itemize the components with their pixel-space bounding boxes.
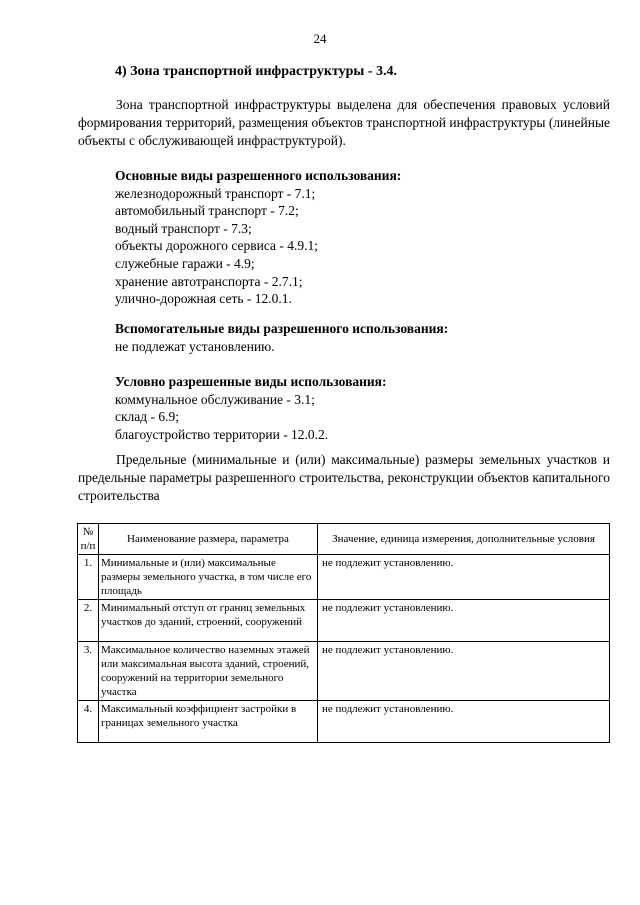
row-value: не подлежит установлению. <box>318 701 610 743</box>
header-number: № п/п <box>78 524 99 555</box>
row-value: не подлежит установлению. <box>318 642 610 701</box>
table-row <box>78 555 610 600</box>
table-row <box>78 701 610 743</box>
table-row <box>78 642 610 701</box>
auxiliary-uses-title: Вспомогательные виды разрешенного использования: <box>115 321 449 336</box>
main-use-item: хранение автотранспорта - 2.7.1; <box>115 273 303 289</box>
conditional-use-item: благоустройство территории - 12.0.2. <box>115 426 329 442</box>
main-use-item: служебные гаражи - 4.9; <box>115 255 255 271</box>
main-use-item: объекты дорожного сервиса - 4.9.1; <box>115 238 319 254</box>
row-number: 1. <box>78 555 99 600</box>
main-uses-section <box>115 167 401 308</box>
row-value: не подлежит установлению. <box>318 600 610 642</box>
zone-heading: 4) Зона транспортной инфраструктуры - 3.4. <box>115 64 398 79</box>
header-value: Значение, единица измерения, дополнительные условия <box>318 524 610 555</box>
row-name: Максимальный коэффициент застройки в границах земельного участка <box>99 701 318 743</box>
conditional-uses-section <box>115 373 386 443</box>
main-use-item: водный транспорт - 7.3; <box>115 220 252 236</box>
row-name: Минимальные и (или) максимальные размеры земельного участка, в том числе его площадь <box>99 555 318 600</box>
header-name: Наименование размера, параметра <box>99 524 318 555</box>
row-number: 2. <box>78 600 99 642</box>
main-uses-title: Основные виды разрешенного использования: <box>115 168 402 183</box>
table-row <box>78 600 610 642</box>
main-use-item: улично-дорожная сеть - 12.0.1. <box>115 291 292 307</box>
parameters-table <box>77 523 610 743</box>
table-header-row <box>78 524 610 555</box>
auxiliary-uses-section <box>115 320 448 355</box>
main-use-item: автомобильный транспорт - 7.2; <box>115 203 299 219</box>
limits-paragraph: Предельные (минимальные и (или) максимальные) размеры земельных участков и предельные параметры разрешенного строительства, реконструкции объектов капитального строительства <box>78 452 610 503</box>
auxiliary-use-item: не подлежат установлению. <box>115 338 275 354</box>
main-use-item: железнодорожный транспорт - 7.1; <box>115 185 316 201</box>
intro-paragraph: Зона транспортной инфраструктуры выделена для обеспечения правовых условий формирования территорий, размещения объектов транспортной инфраструктуры (линейные объекты с обслуживающей инфраструктурой). <box>78 97 610 148</box>
row-name: Минимальный отступ от границ земельных участков до зданий, строений, сооружений <box>99 600 318 642</box>
row-name: Максимальное количество наземных этажей или максимальная высота зданий, строений, сооружений на территории земельного участка <box>99 642 318 701</box>
row-value: не подлежит установлению. <box>318 555 610 600</box>
row-number: 4. <box>78 701 99 743</box>
conditional-uses-title: Условно разрешенные виды использования: <box>115 374 387 389</box>
row-number: 3. <box>78 642 99 701</box>
conditional-use-item: коммунальное обслуживание - 3.1; <box>115 391 315 407</box>
page-number: 24 <box>313 31 327 46</box>
conditional-use-item: склад - 6.9; <box>115 409 180 425</box>
